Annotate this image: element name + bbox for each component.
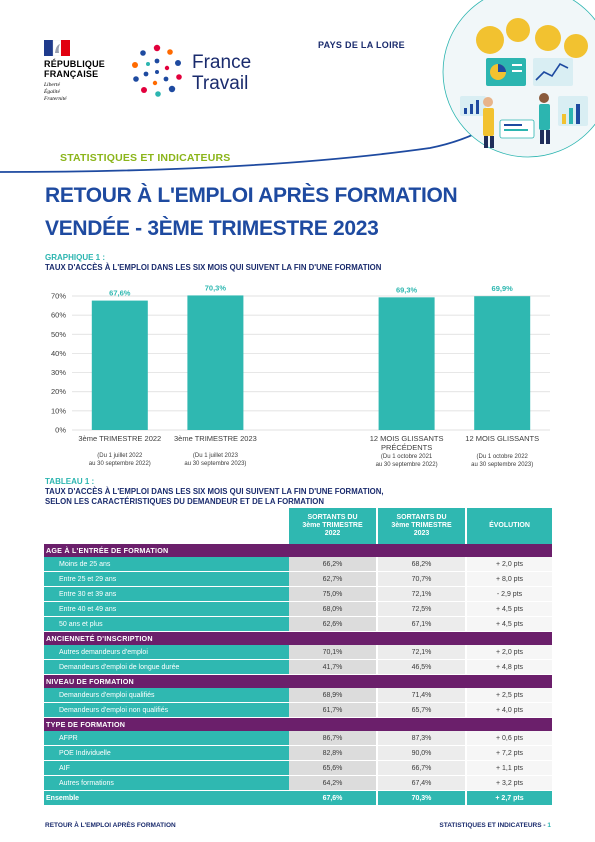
value-2023: 65,7%: [378, 703, 465, 718]
table-row: [44, 645, 552, 660]
table-section-header: TYPE DE FORMATION: [44, 718, 552, 731]
y-tick-label: 0%: [55, 425, 66, 435]
row-label: AIF: [44, 761, 289, 776]
graph-kicker: GRAPHIQUE 1 :: [45, 253, 106, 262]
graph-title: TAUX D'ACCÈS À L'EMPLOI DANS LES SIX MOIS QUI SUIVENT LA FIN D'UNE FORMATION: [45, 263, 382, 272]
x-period-label: (Du 1 octobre 2022 au 30 septembre 2023): [471, 454, 534, 468]
evolution-value: + 4,5 pts: [467, 602, 552, 617]
header-evolution: ÉVOLUTION: [467, 508, 552, 544]
table-row: [44, 703, 552, 718]
page-number: 1: [547, 822, 551, 829]
value-2022: 62,6%: [289, 617, 376, 632]
france-travail-logo[interactable]: [130, 44, 270, 100]
row-label: Moins de 25 ans: [44, 557, 289, 572]
row-label: Entre 40 et 49 ans: [44, 602, 289, 617]
data-label: 69,9%: [491, 284, 513, 294]
value-2022: 61,7%: [289, 703, 376, 718]
france-travail-mark-icon: [130, 44, 184, 98]
evolution-value: + 4,0 pts: [467, 703, 552, 718]
evolution-value: + 1,1 pts: [467, 761, 552, 776]
value-2022: 70,1%: [289, 645, 376, 660]
value-2023: 67,1%: [378, 617, 465, 632]
data-label: 70,3%: [204, 283, 227, 293]
x-tick-label: 3ème TRIMESTRE 2023: [173, 434, 257, 443]
evolution-value: + 7,2 pts: [467, 746, 552, 761]
footer-doc-title: RETOUR À L'EMPLOI APRÈS FORMATION: [45, 822, 176, 829]
value-2022: 86,7%: [289, 731, 376, 746]
page-header: [0, 0, 595, 170]
table-section-header: AGE À L'ENTRÉE DE FORMATION: [44, 544, 552, 557]
table-title: TAUX D'ACCÈS À L'EMPLOI DANS LES SIX MOIS QUI SUIVENT LA FIN D'UNE FORMATION, SELON LES CARACTÉRISTIQUES DU DEMANDEUR ET DE LA FORMATION: [45, 487, 384, 506]
access-rate-chart: [40, 280, 560, 475]
table-body: [44, 544, 552, 806]
table-total-row: [44, 791, 552, 806]
y-tick-label: 40%: [50, 348, 66, 358]
value-2022: 65,6%: [289, 761, 376, 776]
value-2023: 68,2%: [378, 557, 465, 572]
evolution-value: + 2,0 pts: [467, 645, 552, 660]
marianne-flag-icon: [44, 40, 70, 56]
chart-bar: [92, 301, 148, 430]
value-2022: 62,7%: [289, 572, 376, 587]
france-travail-name: France Travail: [192, 52, 252, 94]
value-2022: 41,7%: [289, 660, 376, 675]
x-period-label: (Du 1 octobre 2021 au 30 septembre 2022): [375, 454, 438, 468]
table-row: [44, 602, 552, 617]
table-row: [44, 688, 552, 703]
y-tick-label: 50%: [50, 329, 66, 339]
region-label: PAYS DE LA LOIRE: [318, 40, 405, 50]
value-2023: 87,3%: [378, 731, 465, 746]
value-2022: 66,2%: [289, 557, 376, 572]
total-label: Ensemble: [44, 791, 289, 806]
row-label: Autres demandeurs d'emploi: [44, 645, 289, 660]
total-evolution: + 2,7 pts: [467, 791, 552, 806]
table-row: [44, 776, 552, 791]
value-2023: 72,5%: [378, 602, 465, 617]
row-label: Demandeurs d'emploi de longue durée: [44, 660, 289, 675]
row-label: AFPR: [44, 731, 289, 746]
access-rate-table: [44, 508, 552, 806]
total-2023: 70,3%: [378, 791, 465, 806]
total-2022: 67,6%: [289, 791, 376, 806]
value-2023: 72,1%: [378, 645, 465, 660]
page-footer: [0, 818, 595, 838]
row-label: POE Individuelle: [44, 746, 289, 761]
value-2023: 46,5%: [378, 660, 465, 675]
y-tick-label: 70%: [50, 291, 66, 301]
table-row: [44, 572, 552, 587]
evolution-value: - 2,9 pts: [467, 587, 552, 602]
footer-section-label: STATISTIQUES ET INDICATEURS -: [439, 822, 548, 829]
analytics-illustration: [428, 0, 595, 170]
x-tick-label: 12 MOIS GLISSANTS PRÉCÉDENTS: [369, 434, 444, 452]
table-row: [44, 587, 552, 602]
table-row: [44, 731, 552, 746]
republique-francaise-logo: [44, 40, 114, 110]
evolution-value: + 0,6 pts: [467, 731, 552, 746]
republique-motto: Liberté Égalité Fraternité: [44, 82, 67, 102]
header-2023: SORTANTS DU 3ème TRIMESTRE 2023: [378, 508, 465, 544]
row-label: Entre 25 et 29 ans: [44, 572, 289, 587]
value-2022: 68,9%: [289, 688, 376, 703]
table-row: [44, 761, 552, 776]
evolution-value: + 8,0 pts: [467, 572, 552, 587]
value-2023: 66,7%: [378, 761, 465, 776]
x-period-label: (Du 1 juillet 2022 au 30 septembre 2022): [88, 453, 151, 467]
y-tick-label: 10%: [50, 406, 66, 416]
evolution-value: + 2,5 pts: [467, 688, 552, 703]
value-2022: 75,0%: [289, 587, 376, 602]
evolution-value: + 2,0 pts: [467, 557, 552, 572]
row-label: Demandeurs d'emploi non qualifiés: [44, 703, 289, 718]
chart-bar: [187, 295, 243, 430]
section-label: STATISTIQUES ET INDICATEURS: [60, 152, 231, 164]
value-2023: 72,1%: [378, 587, 465, 602]
row-label: Autres formations: [44, 776, 289, 791]
republique-francaise-name: RÉPUBLIQUE FRANÇAISE: [44, 59, 106, 79]
row-label: Demandeurs d'emploi qualifiés: [44, 688, 289, 703]
evolution-value: + 4,5 pts: [467, 617, 552, 632]
x-period-label: (Du 1 juillet 2023 au 30 septembre 2023): [184, 453, 247, 467]
value-2023: 71,4%: [378, 688, 465, 703]
table-header: [44, 508, 552, 544]
x-tick-label: 3ème TRIMESTRE 2022: [78, 434, 162, 443]
y-tick-label: 20%: [50, 387, 66, 397]
table-row: [44, 660, 552, 675]
table-kicker: TABLEAU 1 :: [45, 477, 95, 486]
value-2022: 68,0%: [289, 602, 376, 617]
table-row: [44, 746, 552, 761]
footer-section: [439, 822, 551, 829]
header-2022: SORTANTS DU 3ème TRIMESTRE 2022: [289, 508, 376, 544]
evolution-value: + 4,8 pts: [467, 660, 552, 675]
row-label: 50 ans et plus: [44, 617, 289, 632]
value-2023: 67,4%: [378, 776, 465, 791]
y-tick-label: 30%: [50, 368, 66, 378]
table-row: [44, 617, 552, 632]
chart-bar: [379, 297, 435, 430]
table-section-header: NIVEAU DE FORMATION: [44, 675, 552, 688]
page-subtitle: VENDÉE - 3ÈME TRIMESTRE 2023: [45, 217, 379, 240]
data-label: 67,6%: [109, 288, 131, 298]
table-section-header: ANCIENNETÉ D'INSCRIPTION: [44, 632, 552, 645]
value-2022: 82,8%: [289, 746, 376, 761]
data-label: 69,3%: [395, 285, 418, 295]
y-tick-label: 60%: [50, 310, 66, 320]
value-2023: 90,0%: [378, 746, 465, 761]
table-row: [44, 557, 552, 572]
bar-chart-svg: [40, 280, 560, 475]
value-2022: 64,2%: [289, 776, 376, 791]
value-2023: 70,7%: [378, 572, 465, 587]
x-tick-label: 12 MOIS GLISSANTS: [465, 434, 540, 443]
row-label: Entre 30 et 39 ans: [44, 587, 289, 602]
evolution-value: + 3,2 pts: [467, 776, 552, 791]
page-title: RETOUR À L'EMPLOI APRÈS FORMATION: [45, 184, 458, 207]
chart-bar: [474, 296, 530, 430]
